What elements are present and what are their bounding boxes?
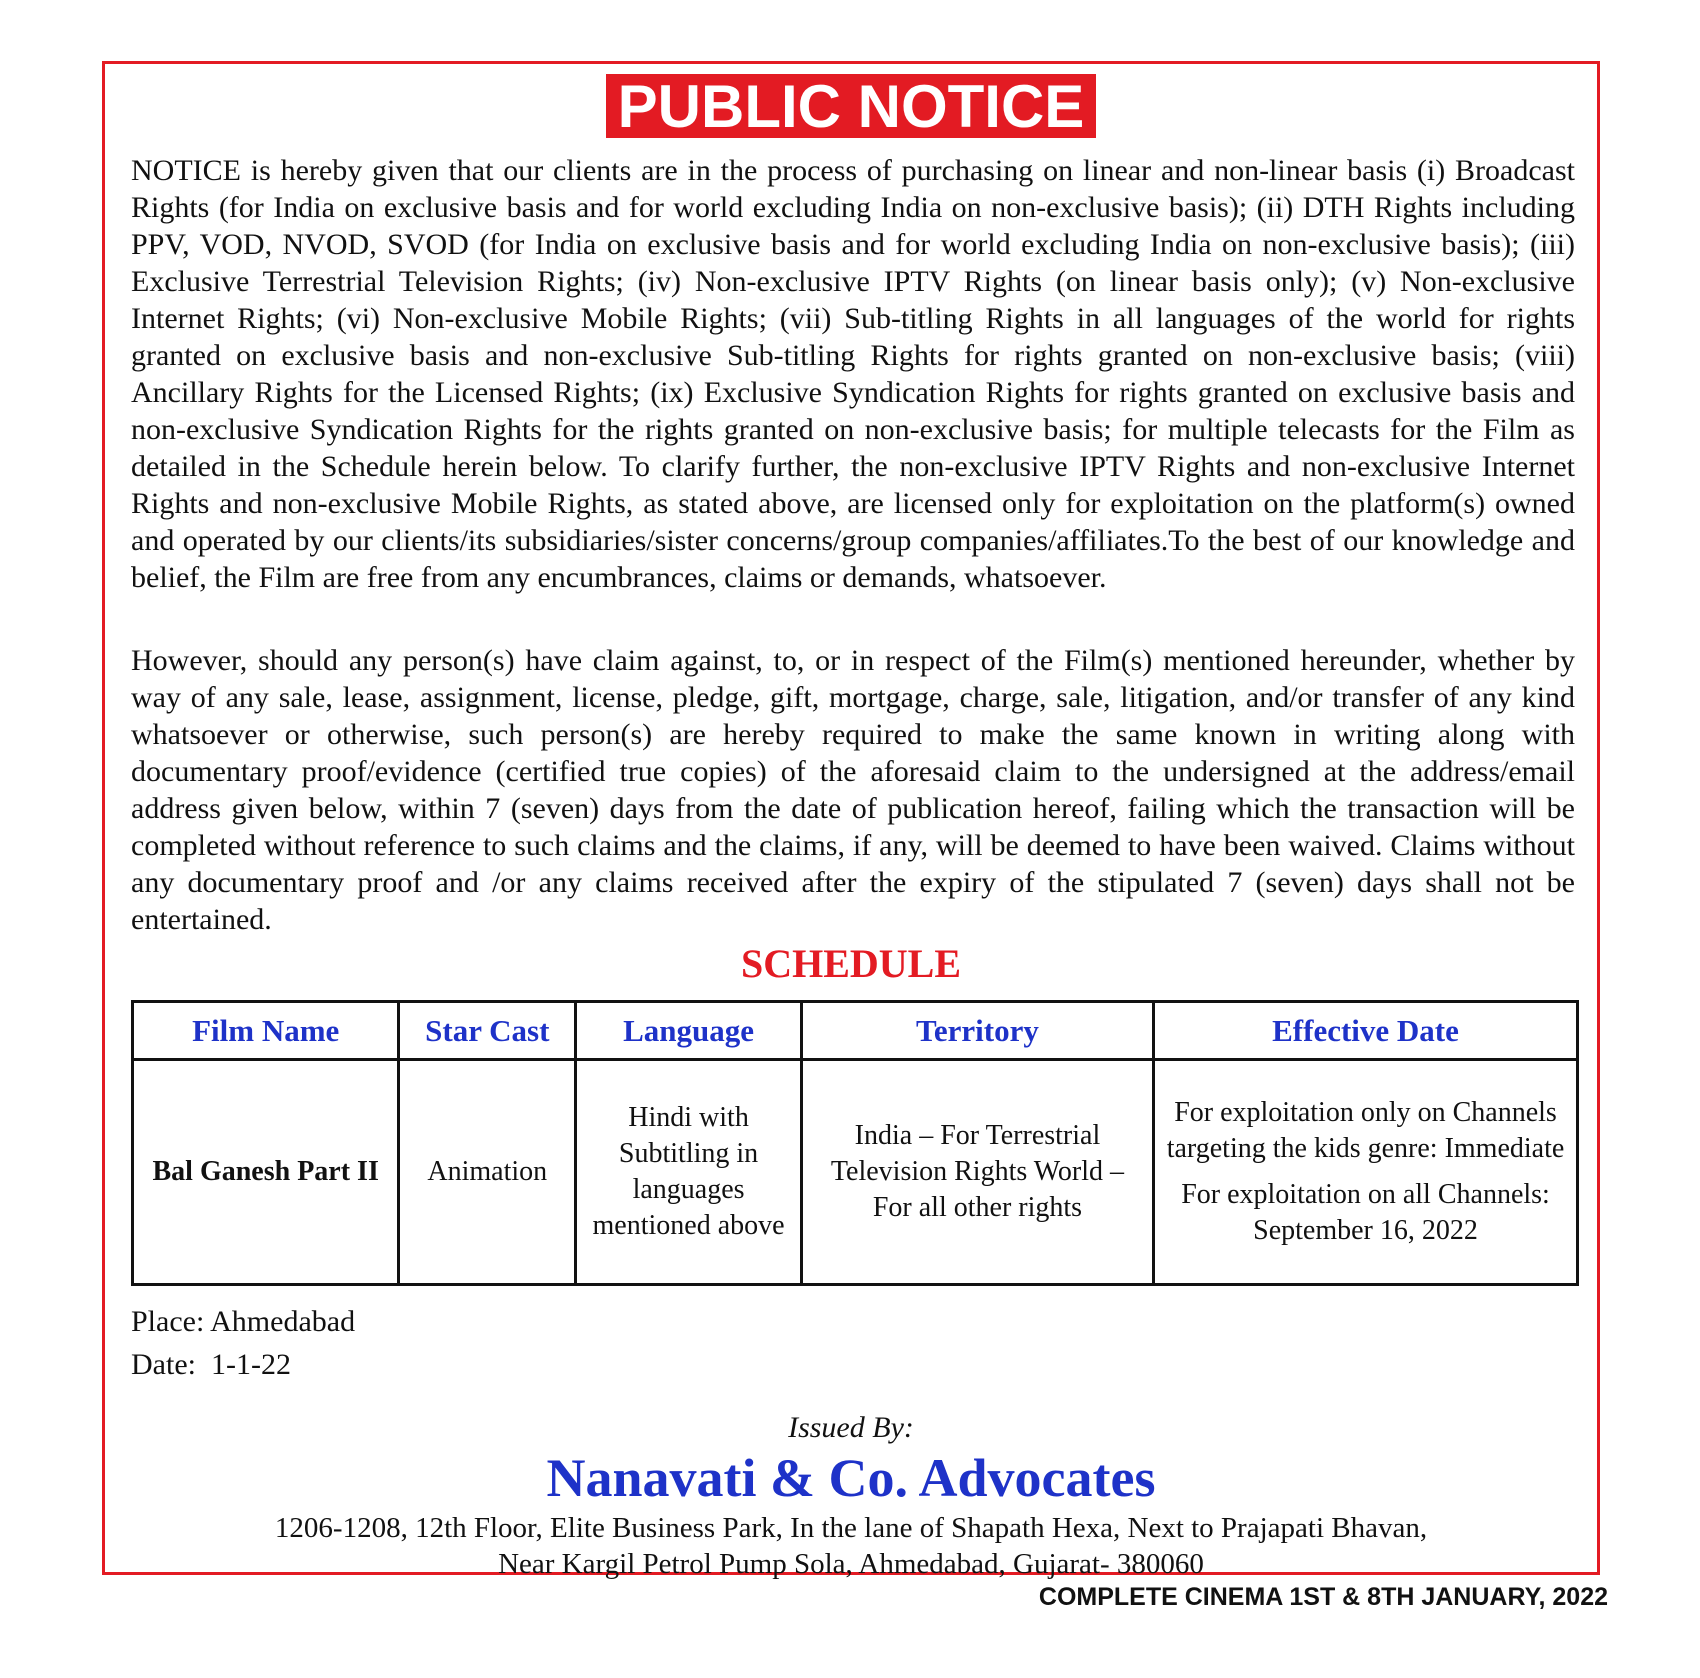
place-date-block xyxy=(131,1300,355,1386)
cell-star-cast: Animation xyxy=(399,1060,576,1285)
title-wrap xyxy=(105,74,1597,138)
notice-paragraph-2: However, should any person(s) have claim against, to, or in respect of the Film(s) mentioned hereunder, whether by way of any sale, lease, assignment, license, pledge, gift, mortgage, charge, sale, litigation, and/or transfer of any kind whatsoever or otherwise, such person(s) are hereby required to make the same known in writing along with documentary proof/evidence (certified true copies) of the aforesaid claim to the undersigned at the address/email address given below, within 7 (seven) days from the date of publication hereof, failing which the transaction will be completed without reference to such claims and the claims, if any, will be deemed to have been waived. Claims without any documentary proof and /or any claims received after the expiry of the stipulated 7 (seven) days shall not be entertained. xyxy=(131,644,1575,936)
header-language: Language xyxy=(576,1002,802,1060)
address-line-1: 1206-1208, 12th Floor, Elite Business Park, In the lane of Shapath Hexa, Next to Prajapati Bhavan, xyxy=(274,1512,1428,1544)
cell-film-name: Bal Ganesh Part II xyxy=(133,1060,399,1285)
notice-paragraph-1: NOTICE is hereby given that our clients are in the process of purchasing on linear and non-linear basis (i) Broadcast Rights (for India on exclusive basis and for world excluding India on non-exclusive basis); (ii) DTH Rights including PPV, VOD, NVOD, SVOD (for India on exclusive basis and for world excluding India on non-exclusive basis); (iii) Exclusive Terrestrial Television Rights; (iv) Non-exclusive IPTV Rights (on linear basis only); (v) Non-exclusive Internet Rights; (vi) Non-exclusive Mobile Rights; (vii) Sub-titling Rights in all languages of the world for rights granted on exclusive basis and non-exclusive Sub-titling Rights for rights granted on non-exclusive basis; (viii) Ancillary Rights for the Licensed Rights; (ix) Exclusive Syndication Rights for rights granted on exclusive basis and non-exclusive Syndication Rights for the rights granted on non-exclusive basis; for multiple telecasts for the Film as detailed in the Schedule herein below. To clarify further, the non-exclusive IPTV Rights and non-exclusive Internet Rights and non-exclusive Mobile Rights, as stated above, are licensed only for exploitation on the platform(s) owned and operated by our clients/its subsidiaries/sister concerns/group companies/affiliates.To the best of our knowledge and belief, the Film are free from any encumbrances, claims or demands, whatsoever. xyxy=(131,154,1575,594)
effective-date-kids: For exploitation only on Channels targeting the kids genre: Immediate xyxy=(1166,1097,1565,1164)
publication-footer: COMPLETE CINEMA 1ST & 8TH JANUARY, 2022 xyxy=(1038,1583,1608,1611)
date-text: Date: 1-1-22 xyxy=(131,1348,291,1381)
firm-name: Nanavati & Co. Advocates xyxy=(546,1448,1156,1508)
address-line-2: Near Kargil Petrol Pump Sola, Ahmedabad, Gujarat- 380060 xyxy=(498,1548,1204,1580)
notice-title: PUBLIC NOTICE xyxy=(606,74,1097,138)
header-effective-date: Effective Date xyxy=(1154,1002,1578,1060)
cell-language: Hindi with Subtitling in languages mentioned above xyxy=(576,1060,802,1285)
schedule-header-row xyxy=(133,1002,1578,1060)
header-territory: Territory xyxy=(801,1002,1153,1060)
cell-effective-date xyxy=(1154,1060,1578,1285)
cell-territory: India – For Terrestrial Television Rights World – For all other rights xyxy=(801,1060,1153,1285)
table-row xyxy=(133,1060,1578,1285)
schedule-title: SCHEDULE xyxy=(740,941,962,986)
firm-address xyxy=(105,1510,1597,1582)
notice-frame xyxy=(102,61,1600,1580)
issued-by-label: Issued By: xyxy=(788,1411,914,1444)
effective-date-all: For exploitation on all Channels: September 16, 2022 xyxy=(1181,1179,1550,1246)
place-text: Place: Ahmedabad xyxy=(131,1305,356,1338)
header-film-name: Film Name xyxy=(133,1002,399,1060)
header-star-cast: Star Cast xyxy=(399,1002,576,1060)
schedule-table xyxy=(131,1000,1579,1286)
